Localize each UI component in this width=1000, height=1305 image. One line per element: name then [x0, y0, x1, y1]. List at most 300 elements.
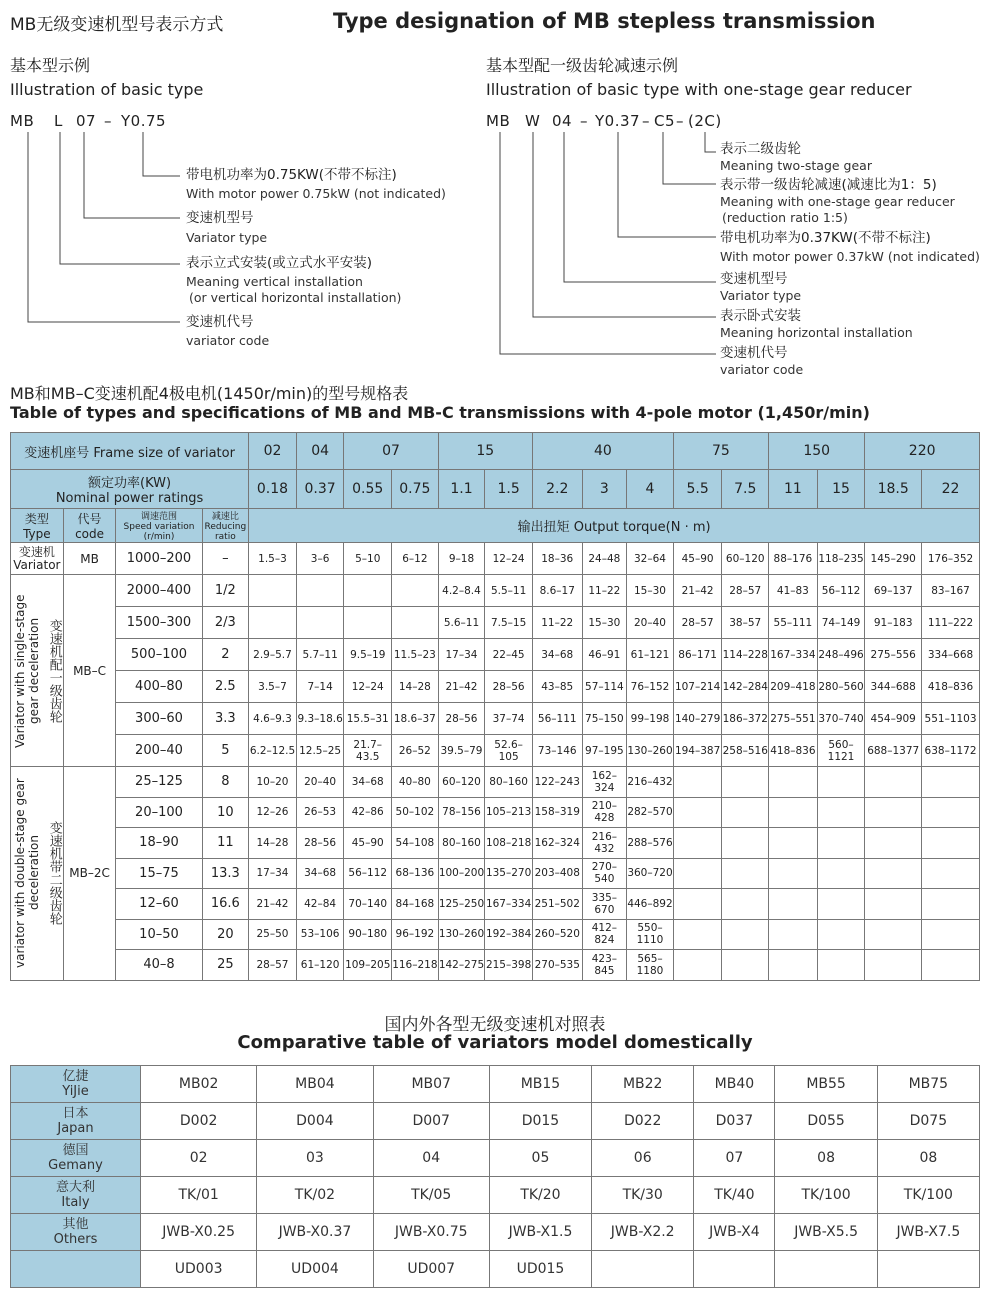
torque-value [673, 919, 722, 950]
speed-range: 400–80 [116, 671, 202, 703]
power-value: 1.5 [485, 470, 533, 509]
torque-value: 215–398 [485, 950, 533, 981]
torque-value: 114–228 [722, 639, 769, 671]
torque-value: 34–68 [532, 639, 582, 671]
compare-row [11, 1140, 980, 1177]
gear-code-w: W [525, 112, 541, 130]
torque-value: 7–14 [296, 671, 344, 703]
compare-model: TK/20 [489, 1177, 591, 1214]
torque-value: 5.6–11 [438, 607, 485, 639]
compare-model: JWB-X4 [694, 1214, 775, 1251]
torque-value: 28–57 [673, 607, 722, 639]
torque-value [817, 889, 865, 920]
torque-value: 560–1121 [817, 735, 865, 767]
gear-code-mb: MB [486, 112, 511, 130]
torque-value: 3.5–7 [249, 671, 297, 703]
speed-range: 2000–400 [116, 575, 202, 607]
torque-value: 130–260 [627, 735, 674, 767]
ratio-en2: ratio [214, 532, 236, 542]
spec-row [11, 671, 980, 703]
torque-value: 52.6–105 [485, 735, 533, 767]
compare-model: 07 [694, 1140, 775, 1177]
spec-title-en: Table of types and specifications of MB and MB-C transmissions with 4-pole motor (1,450r/min) [10, 403, 870, 422]
torque-value: 7.5–15 [485, 607, 533, 639]
code-cn: 代号 [77, 512, 102, 526]
torque-value [344, 607, 392, 639]
torque-value: 167–334 [485, 889, 533, 920]
type-cn: 类型 [24, 512, 49, 526]
torque-value: 186–372 [722, 703, 769, 735]
group-type-en: Variator with single-stage gear deceleration [12, 593, 41, 748]
torque-value [922, 767, 980, 798]
compare-model: D002 [141, 1103, 257, 1140]
power-value: 1.1 [438, 470, 485, 509]
gear-item-twostage-en: Meaning two-stage gear [720, 158, 872, 173]
compare-model: 06 [592, 1140, 694, 1177]
torque-value: 288–576 [627, 828, 674, 859]
torque-value [673, 858, 722, 889]
torque-value: 5–10 [344, 543, 392, 575]
torque-value: 21–42 [249, 889, 297, 920]
spec-row [11, 858, 980, 889]
power-value: 0.55 [344, 470, 392, 509]
torque-value: 4.6–9.3 [249, 703, 297, 735]
torque-value: 280–560 [817, 671, 865, 703]
torque-value: 11.5–23 [392, 639, 439, 671]
torque-value [673, 797, 722, 828]
compare-brand [11, 1214, 141, 1251]
group-type-line: 变速机 [18, 544, 55, 559]
compare-model: MB07 [373, 1066, 489, 1103]
torque-value: 9.3–18.6 [296, 703, 344, 735]
torque-value: 26–52 [392, 735, 439, 767]
compare-model: UD015 [489, 1251, 591, 1288]
torque-value [922, 797, 980, 828]
torque-value: 43–85 [532, 671, 582, 703]
frame-size: 15 [438, 433, 532, 470]
speed-range: 1500–300 [116, 607, 202, 639]
gear-item-power-en: With motor power 0.37kW (not indicated) [720, 249, 980, 264]
torque-value: 335–670 [582, 889, 627, 920]
torque-value: 99–198 [627, 703, 674, 735]
torque-value: 270–540 [582, 858, 627, 889]
torque-value [673, 889, 722, 920]
torque-value: 60–120 [438, 767, 485, 798]
compare-model: D015 [489, 1103, 591, 1140]
torque-value: 22–45 [485, 639, 533, 671]
spec-row [11, 575, 980, 607]
torque-value: 21–42 [438, 671, 485, 703]
compare-model [592, 1251, 694, 1288]
torque-value: 11–22 [532, 607, 582, 639]
basic-item-code-en: variator code [186, 333, 270, 348]
torque-value: 209–418 [769, 671, 818, 703]
torque-value [344, 575, 392, 607]
compare-model [694, 1251, 775, 1288]
gear-code-2c: (2C) [688, 112, 722, 130]
torque-value: 111–222 [922, 607, 980, 639]
torque-value: 21.7–43.5 [344, 735, 392, 767]
torque-value [673, 828, 722, 859]
torque-value [865, 858, 922, 889]
compare-model: TK/100 [775, 1177, 877, 1214]
group-type-en: variator with double-stage gear deceleration [12, 778, 41, 969]
compare-model: JWB-X0.25 [141, 1214, 257, 1251]
basic-label-en: Illustration of basic type [10, 80, 204, 99]
compare-model: 08 [877, 1140, 979, 1177]
power-value: 4 [627, 470, 674, 509]
torque-value [865, 950, 922, 981]
compare-model: JWB-X0.75 [373, 1214, 489, 1251]
torque-value: 216–432 [627, 767, 674, 798]
torque-value: 167–334 [769, 639, 818, 671]
torque-value [392, 575, 439, 607]
torque-value: 370–740 [817, 703, 865, 735]
torque-value: 162–324 [582, 767, 627, 798]
torque-value: 37–74 [485, 703, 533, 735]
torque-value [769, 919, 818, 950]
brand-cn: 其他 [62, 1217, 89, 1232]
torque-value [249, 607, 297, 639]
compare-brand [11, 1251, 141, 1288]
torque-value: 28–56 [485, 671, 533, 703]
torque-value: 145–290 [865, 543, 922, 575]
power-label-en: Nominal power ratings [55, 491, 204, 506]
torque-value: 275–556 [865, 639, 922, 671]
torque-value: 3–6 [296, 543, 344, 575]
compare-brand [11, 1066, 141, 1103]
group-type-cn: 变速机带二级齿轮 [46, 821, 62, 926]
torque-value: 74–149 [817, 607, 865, 639]
gear-item-code-en: variator code [720, 362, 804, 377]
torque-value [673, 767, 722, 798]
torque-value: 2.9–5.7 [249, 639, 297, 671]
basic-item-type-en: Variator type [186, 230, 268, 245]
compare-model: D004 [257, 1103, 373, 1140]
torque-value [865, 919, 922, 950]
torque-value: 25–50 [249, 919, 297, 950]
torque-value [722, 889, 769, 920]
torque-value: 83–167 [922, 575, 980, 607]
basic-item-install-cn: 表示立式安装(或立式水平安装) [186, 255, 373, 271]
brand-cn: 亿捷 [62, 1069, 89, 1084]
torque-value: 53–106 [296, 919, 344, 950]
torque-value: 12–24 [344, 671, 392, 703]
torque-value: 5.7–11 [296, 639, 344, 671]
power-label [11, 470, 249, 509]
group-code: MB [63, 543, 116, 575]
reduction-ratio: 11 [202, 828, 249, 859]
gear-code-04: 04 [552, 112, 573, 130]
brand-cn: 日本 [62, 1106, 89, 1121]
torque-value: 28–56 [438, 703, 485, 735]
torque-value: 57–114 [582, 671, 627, 703]
reduction-ratio: 2/3 [202, 607, 249, 639]
spec-row [11, 828, 980, 859]
torque-value: 28–57 [722, 575, 769, 607]
torque-value: 125–250 [438, 889, 485, 920]
torque-value: 551–1103 [922, 703, 980, 735]
compare-model: D055 [775, 1103, 877, 1140]
speed-unit: (r/min) [143, 532, 175, 542]
compare-model: JWB-X0.37 [257, 1214, 373, 1251]
torque-value: 18.6–37 [392, 703, 439, 735]
frame-size: 220 [865, 433, 980, 470]
speed-range: 25–125 [116, 767, 202, 798]
torque-value [769, 858, 818, 889]
reduction-ratio: 16.6 [202, 889, 249, 920]
torque-value: 40–80 [392, 767, 439, 798]
torque-value: 6–12 [392, 543, 439, 575]
torque-value: 34–68 [344, 767, 392, 798]
reduction-ratio: 10 [202, 797, 249, 828]
basic-label-cn: 基本型示例 [10, 56, 91, 75]
compare-row [11, 1177, 980, 1214]
compare-title-en: Comparative table of variators model domestically [237, 1032, 753, 1053]
power-value: 22 [922, 470, 980, 509]
frame-label: 变速机座号 Frame size of variator [11, 433, 249, 470]
torque-value: 84–168 [392, 889, 439, 920]
torque-value: 100–200 [438, 858, 485, 889]
torque-value [922, 858, 980, 889]
torque-value: 55–111 [769, 607, 818, 639]
group-type [11, 575, 64, 767]
torque-value: 17–34 [249, 858, 297, 889]
torque-value: 454–909 [865, 703, 922, 735]
frame-row [11, 433, 980, 470]
torque-value: 50–102 [392, 797, 439, 828]
spec-row [11, 543, 980, 575]
torque-value: 158–319 [532, 797, 582, 828]
torque-value: 412–824 [582, 919, 627, 950]
torque-value: 88–176 [769, 543, 818, 575]
speed-en: Speed variation [123, 522, 195, 532]
torque-value [722, 828, 769, 859]
torque-value: 15.5–31 [344, 703, 392, 735]
torque-value: 32–64 [627, 543, 674, 575]
speed-range: 20–100 [116, 797, 202, 828]
compare-model: MB15 [489, 1066, 591, 1103]
spec-table [10, 432, 980, 981]
reduction-ratio: 2 [202, 639, 249, 671]
spec-row [11, 767, 980, 798]
torque-label: 输出扭矩 Output torque(N · m) [249, 509, 980, 543]
speed-cn: 调速范围 [140, 512, 177, 522]
torque-value [769, 889, 818, 920]
gear-code-dash2: – [642, 112, 650, 130]
spec-row [11, 950, 980, 981]
power-value: 7.5 [722, 470, 769, 509]
compare-model: MB04 [257, 1066, 373, 1103]
gear-item-power-cn: 带电机功率为0.37KW(不带不标注) [720, 230, 931, 246]
torque-value: 688–1377 [865, 735, 922, 767]
torque-value: 42–86 [344, 797, 392, 828]
basic-code-power: Y0.75 [121, 112, 167, 130]
torque-value: 194–387 [673, 735, 722, 767]
gear-code-dash1: – [580, 112, 588, 130]
torque-value: 275–551 [769, 703, 818, 735]
spec-row [11, 735, 980, 767]
torque-value: 80–160 [438, 828, 485, 859]
compare-model: TK/30 [592, 1177, 694, 1214]
reduction-ratio: – [202, 543, 249, 575]
ratio-en: Reducing [204, 522, 247, 532]
compare-model: TK/40 [694, 1177, 775, 1214]
torque-value: 418–836 [922, 671, 980, 703]
compare-model: D022 [592, 1103, 694, 1140]
torque-value: 14–28 [392, 671, 439, 703]
torque-value: 334–668 [922, 639, 980, 671]
group-type-line: Variator [13, 557, 61, 572]
torque-value: 203–408 [532, 858, 582, 889]
speed-range: 300–60 [116, 703, 202, 735]
compare-model [877, 1251, 979, 1288]
speed-range: 1000–200 [116, 543, 202, 575]
power-value: 3 [582, 470, 627, 509]
reduction-ratio: 20 [202, 919, 249, 950]
torque-value [922, 828, 980, 859]
compare-model: MB55 [775, 1066, 877, 1103]
torque-value: 60–120 [722, 543, 769, 575]
reduction-ratio: 3.3 [202, 703, 249, 735]
power-value: 18.5 [865, 470, 922, 509]
compare-brand [11, 1140, 141, 1177]
title-en: Type designation of MB stepless transmission [333, 9, 876, 33]
torque-value: 105–213 [485, 797, 533, 828]
gear-item-reducer-en: Meaning with one-stage gear reducer [720, 194, 955, 209]
gear-code-c5: C5 [654, 112, 676, 130]
torque-value: 34–68 [296, 858, 344, 889]
torque-value: 91–183 [865, 607, 922, 639]
torque-value: 5.5–11 [485, 575, 533, 607]
ratio-cn-header [202, 509, 249, 543]
speed-range: 40–8 [116, 950, 202, 981]
compare-model: TK/100 [877, 1177, 979, 1214]
torque-value: 46–91 [582, 639, 627, 671]
gear-item-reducer-en2: (reduction ratio 1:5) [722, 210, 848, 225]
power-value: 2.2 [532, 470, 582, 509]
reduction-ratio: 8 [202, 767, 249, 798]
compare-row [11, 1251, 980, 1288]
torque-value [769, 767, 818, 798]
group-type [11, 767, 64, 981]
torque-value [865, 828, 922, 859]
torque-value: 14–28 [249, 828, 297, 859]
torque-value [296, 607, 344, 639]
torque-value: 6.2–12.5 [249, 735, 297, 767]
torque-value [722, 919, 769, 950]
frame-size: 07 [344, 433, 438, 470]
torque-value [769, 797, 818, 828]
spec-row [11, 639, 980, 671]
spec-row [11, 607, 980, 639]
torque-value: 130–260 [438, 919, 485, 950]
compare-model: 08 [775, 1140, 877, 1177]
torque-value: 108–218 [485, 828, 533, 859]
torque-value: 45–90 [673, 543, 722, 575]
torque-value: 210–428 [582, 797, 627, 828]
torque-value: 61–121 [627, 639, 674, 671]
title-cn: MB无级变速机型号表示方式 [10, 15, 224, 35]
torque-value: 251–502 [532, 889, 582, 920]
torque-value: 45–90 [344, 828, 392, 859]
speed-range: 10–50 [116, 919, 202, 950]
spec-row [11, 703, 980, 735]
torque-value: 109–205 [344, 950, 392, 981]
torque-value: 90–180 [344, 919, 392, 950]
gear-item-reducer-cn: 表示带一级齿轮减速(减速比为1：5) [720, 177, 937, 193]
torque-value [673, 950, 722, 981]
reduction-ratio: 25 [202, 950, 249, 981]
brand-en: YiJie [62, 1084, 89, 1099]
torque-value: 248–496 [817, 639, 865, 671]
compare-brand [11, 1103, 141, 1140]
torque-value: 20–40 [627, 607, 674, 639]
brand-en: Italy [61, 1195, 90, 1210]
torque-value: 216–432 [582, 828, 627, 859]
torque-value: 68–136 [392, 858, 439, 889]
torque-value [722, 767, 769, 798]
compare-model: 03 [257, 1140, 373, 1177]
compare-model: 04 [373, 1140, 489, 1177]
speed-range: 500–100 [116, 639, 202, 671]
compare-brand [11, 1177, 141, 1214]
torque-value: 69–137 [865, 575, 922, 607]
torque-value: 1.5–3 [249, 543, 297, 575]
compare-model: 02 [141, 1140, 257, 1177]
type-en: Type [23, 527, 51, 541]
torque-value: 15–30 [582, 607, 627, 639]
torque-value: 270–535 [532, 950, 582, 981]
power-value: 0.75 [392, 470, 439, 509]
compare-model: JWB-X5.5 [775, 1214, 877, 1251]
compare-model: TK/01 [141, 1177, 257, 1214]
torque-value: 260–520 [532, 919, 582, 950]
basic-item-power-cn: 带电机功率为0.75KW(不带不标注) [186, 167, 397, 183]
torque-value: 11–22 [582, 575, 627, 607]
torque-value: 162–324 [532, 828, 582, 859]
torque-value: 38–57 [722, 607, 769, 639]
torque-value: 17–34 [438, 639, 485, 671]
compare-table [10, 1065, 980, 1288]
speed-range: 200–40 [116, 735, 202, 767]
gear-code-power: Y0.37 [595, 112, 641, 130]
torque-value: 9–18 [438, 543, 485, 575]
torque-value: 176–352 [922, 543, 980, 575]
compare-model: D007 [373, 1103, 489, 1140]
torque-value: 122–243 [532, 767, 582, 798]
compare-model: D075 [877, 1103, 979, 1140]
compare-model: UD003 [141, 1251, 257, 1288]
torque-value [296, 575, 344, 607]
compare-model: UD004 [257, 1251, 373, 1288]
torque-value [392, 607, 439, 639]
torque-value: 96–192 [392, 919, 439, 950]
torque-value [817, 858, 865, 889]
torque-value [722, 797, 769, 828]
torque-value: 282–570 [627, 797, 674, 828]
gear-label-cn: 基本型配一级齿轮减速示例 [486, 56, 679, 75]
speed-range: 12–60 [116, 889, 202, 920]
compare-model: JWB-X7.5 [877, 1214, 979, 1251]
torque-value: 28–56 [296, 828, 344, 859]
torque-value: 142–284 [722, 671, 769, 703]
torque-value: 192–384 [485, 919, 533, 950]
torque-value: 360–720 [627, 858, 674, 889]
spec-row [11, 797, 980, 828]
torque-value [922, 950, 980, 981]
torque-value [865, 767, 922, 798]
